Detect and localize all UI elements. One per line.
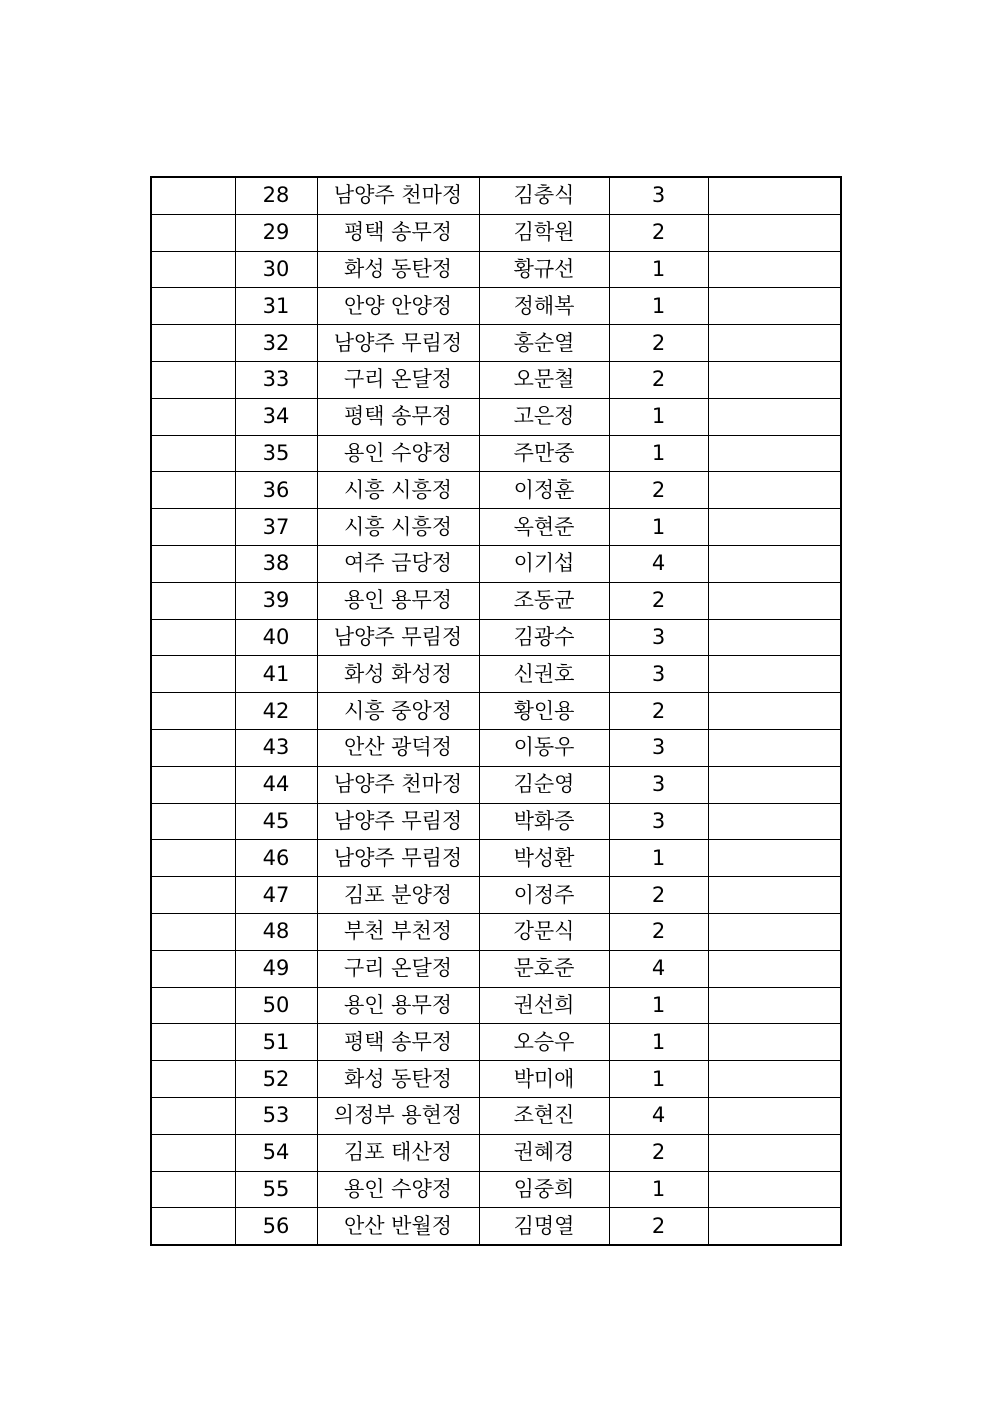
name-cell: 옥현준 [479,509,609,546]
name-cell: 박미애 [479,1061,609,1098]
name-cell: 홍순열 [479,325,609,362]
table-row [151,693,841,730]
table-row [151,1061,841,1098]
note-cell [708,325,841,362]
number-cell: 49 [235,950,317,987]
name-cell: 황규선 [479,251,609,288]
club-cell: 김포 태산정 [317,1134,479,1171]
club-cell: 용인 용무정 [317,987,479,1024]
note-cell [708,1097,841,1134]
count-cell: 4 [609,545,708,582]
blank-cell [151,177,235,214]
name-cell: 박화증 [479,803,609,840]
count-cell: 2 [609,877,708,914]
blank-cell [151,803,235,840]
table-row [151,472,841,509]
blank-cell [151,1171,235,1208]
table-row [151,656,841,693]
number-cell: 52 [235,1061,317,1098]
note-cell [708,913,841,950]
roster-body [151,177,841,1245]
club-cell: 용인 용무정 [317,582,479,619]
count-cell: 2 [609,361,708,398]
count-cell: 2 [609,1134,708,1171]
number-cell: 42 [235,693,317,730]
club-cell: 남양주 천마정 [317,766,479,803]
name-cell: 조동균 [479,582,609,619]
count-cell: 2 [609,325,708,362]
name-cell: 오승우 [479,1024,609,1061]
club-cell: 남양주 천마정 [317,177,479,214]
name-cell: 신권호 [479,656,609,693]
blank-cell [151,361,235,398]
club-cell: 여주 금당정 [317,545,479,582]
name-cell: 고은정 [479,398,609,435]
table-row [151,435,841,472]
club-cell: 남양주 무림정 [317,619,479,656]
note-cell [708,693,841,730]
name-cell: 김충식 [479,177,609,214]
club-cell: 부천 부천정 [317,913,479,950]
count-cell: 2 [609,582,708,619]
count-cell: 1 [609,435,708,472]
table-row [151,545,841,582]
number-cell: 32 [235,325,317,362]
table-row [151,766,841,803]
count-cell: 2 [609,913,708,950]
blank-cell [151,251,235,288]
note-cell [708,619,841,656]
club-cell: 평택 송무정 [317,398,479,435]
table-row [151,1171,841,1208]
note-cell [708,656,841,693]
number-cell: 34 [235,398,317,435]
note-cell [708,1061,841,1098]
note-cell [708,398,841,435]
table-row [151,509,841,546]
blank-cell [151,398,235,435]
number-cell: 53 [235,1097,317,1134]
name-cell: 박성환 [479,840,609,877]
blank-cell [151,987,235,1024]
note-cell [708,288,841,325]
blank-cell [151,877,235,914]
name-cell: 주만중 [479,435,609,472]
count-cell: 3 [609,619,708,656]
club-cell: 평택 송무정 [317,1024,479,1061]
number-cell: 35 [235,435,317,472]
club-cell: 화성 동탄정 [317,1061,479,1098]
note-cell [708,987,841,1024]
count-cell: 1 [609,251,708,288]
club-cell: 시흥 중앙정 [317,693,479,730]
table-row [151,913,841,950]
count-cell: 3 [609,177,708,214]
blank-cell [151,1061,235,1098]
club-cell: 시흥 시흥정 [317,472,479,509]
blank-cell [151,472,235,509]
blank-cell [151,214,235,251]
table-row [151,361,841,398]
name-cell: 권선희 [479,987,609,1024]
club-cell: 남양주 무림정 [317,803,479,840]
table-row [151,398,841,435]
note-cell [708,766,841,803]
name-cell: 김명열 [479,1208,609,1245]
table-row [151,803,841,840]
club-cell: 용인 수양정 [317,435,479,472]
club-cell: 안산 반월정 [317,1208,479,1245]
name-cell: 김광수 [479,619,609,656]
blank-cell [151,545,235,582]
name-cell: 이정주 [479,877,609,914]
count-cell: 1 [609,1171,708,1208]
table-row [151,1097,841,1134]
name-cell: 문호준 [479,950,609,987]
count-cell: 4 [609,1097,708,1134]
note-cell [708,1208,841,1245]
note-cell [708,214,841,251]
number-cell: 37 [235,509,317,546]
club-cell: 안산 광덕정 [317,729,479,766]
club-cell: 화성 동탄정 [317,251,479,288]
blank-cell [151,509,235,546]
name-cell: 김순영 [479,766,609,803]
note-cell [708,877,841,914]
blank-cell [151,582,235,619]
club-cell: 김포 분양정 [317,877,479,914]
table-row [151,950,841,987]
note-cell [708,950,841,987]
table-row [151,251,841,288]
club-cell: 남양주 무림정 [317,840,479,877]
blank-cell [151,1134,235,1171]
blank-cell [151,913,235,950]
name-cell: 이동우 [479,729,609,766]
club-cell: 구리 온달정 [317,361,479,398]
number-cell: 54 [235,1134,317,1171]
blank-cell [151,693,235,730]
note-cell [708,840,841,877]
number-cell: 48 [235,913,317,950]
note-cell [708,251,841,288]
blank-cell [151,840,235,877]
table-row [151,840,841,877]
count-cell: 1 [609,840,708,877]
blank-cell [151,1208,235,1245]
note-cell [708,1134,841,1171]
club-cell: 화성 화성정 [317,656,479,693]
blank-cell [151,950,235,987]
note-cell [708,472,841,509]
count-cell: 3 [609,766,708,803]
name-cell: 권혜경 [479,1134,609,1171]
count-cell: 1 [609,987,708,1024]
number-cell: 45 [235,803,317,840]
number-cell: 28 [235,177,317,214]
blank-cell [151,729,235,766]
number-cell: 44 [235,766,317,803]
note-cell [708,435,841,472]
table-row [151,729,841,766]
club-cell: 남양주 무림정 [317,325,479,362]
name-cell: 정해복 [479,288,609,325]
count-cell: 3 [609,803,708,840]
document-page [150,176,842,1246]
number-cell: 47 [235,877,317,914]
table-row [151,1208,841,1245]
count-cell: 1 [609,288,708,325]
table-row [151,619,841,656]
note-cell [708,1171,841,1208]
note-cell [708,545,841,582]
blank-cell [151,619,235,656]
name-cell: 이정훈 [479,472,609,509]
number-cell: 50 [235,987,317,1024]
table-row [151,325,841,362]
table-row [151,987,841,1024]
club-cell: 용인 수양정 [317,1171,479,1208]
note-cell [708,361,841,398]
blank-cell [151,1024,235,1061]
blank-cell [151,656,235,693]
table-row [151,877,841,914]
table-row [151,582,841,619]
table-row [151,288,841,325]
club-cell: 안양 안양정 [317,288,479,325]
number-cell: 31 [235,288,317,325]
roster-table [150,176,842,1246]
blank-cell [151,288,235,325]
club-cell: 구리 온달정 [317,950,479,987]
blank-cell [151,325,235,362]
table-row [151,1024,841,1061]
count-cell: 4 [609,950,708,987]
name-cell: 황인용 [479,693,609,730]
blank-cell [151,435,235,472]
number-cell: 40 [235,619,317,656]
blank-cell [151,1097,235,1134]
club-cell: 평택 송무정 [317,214,479,251]
note-cell [708,1024,841,1061]
note-cell [708,177,841,214]
table-row [151,214,841,251]
note-cell [708,729,841,766]
name-cell: 오문철 [479,361,609,398]
note-cell [708,509,841,546]
note-cell [708,582,841,619]
club-cell: 의정부 용현정 [317,1097,479,1134]
number-cell: 41 [235,656,317,693]
number-cell: 38 [235,545,317,582]
name-cell: 강문식 [479,913,609,950]
count-cell: 3 [609,729,708,766]
note-cell [708,803,841,840]
count-cell: 3 [609,656,708,693]
number-cell: 56 [235,1208,317,1245]
name-cell: 김학원 [479,214,609,251]
number-cell: 39 [235,582,317,619]
number-cell: 51 [235,1024,317,1061]
number-cell: 29 [235,214,317,251]
name-cell: 조현진 [479,1097,609,1134]
name-cell: 이기섭 [479,545,609,582]
table-row [151,177,841,214]
number-cell: 36 [235,472,317,509]
count-cell: 1 [609,398,708,435]
number-cell: 46 [235,840,317,877]
count-cell: 2 [609,693,708,730]
club-cell: 시흥 시흥정 [317,509,479,546]
number-cell: 43 [235,729,317,766]
count-cell: 2 [609,1208,708,1245]
number-cell: 30 [235,251,317,288]
count-cell: 1 [609,509,708,546]
count-cell: 1 [609,1061,708,1098]
count-cell: 2 [609,214,708,251]
blank-cell [151,766,235,803]
count-cell: 1 [609,1024,708,1061]
number-cell: 33 [235,361,317,398]
name-cell: 임중희 [479,1171,609,1208]
count-cell: 2 [609,472,708,509]
table-row [151,1134,841,1171]
number-cell: 55 [235,1171,317,1208]
